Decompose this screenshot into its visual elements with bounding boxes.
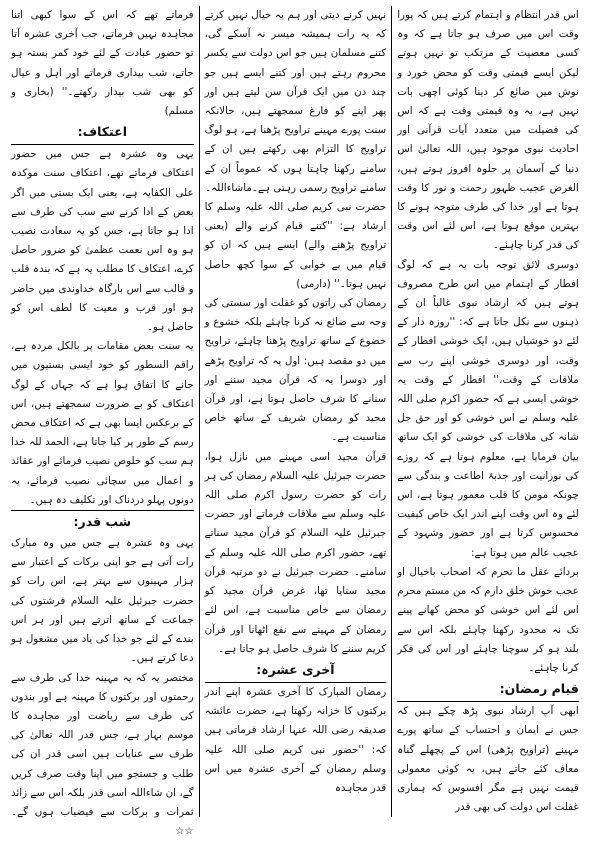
paragraph: ابھی آپ ارشاد نبوی پڑھ چکے ہیں کہ جس نے ایمان و احتساب کے ساتھ پورے مہینے (تراویح پڑھی) اس کے پچھلے گناہ معاف کئے جاتے ہیں، یہ کوئی معمولی قیمت نہیں ہے مگر افسوس کہ ہماری غفلت اس دولت کی بھی قدر [397,702,579,817]
section-heading-akhri-ashra: آخری عشرہ: [205,660,387,680]
paragraph: دوسری لائق توجہ بات یہ ہے کہ لوگ افطار کے اہتمام میں اس طرح مصروف ہوتے ہیں کہ ارشاد نبوی غالباً ان کے ذہنوں سے نکل جاتا ہے کہ: ''روزہ دار کے لئے دو خوشیاں ہیں، ایک خوشی افطار کے وقت، اور دوسری خوشی اپنے رب سے ملاقات کے وقت،'' افطار کے وقت یہ خوشی ایسی ہے کہ حضور اکرم صلی اللہ علیہ وسلم نے اس خوشی کو اور حق جل شانہ کی ملاقات کی خوشی کو ایک ساتھ بیان فرمایا ہے، معلوم ہوتا ہے کہ روزے کی نورانیت اور جذبۂ اطاعت و بندگی سے چونکہ مومن کا قلب معمور ہوتا ہے، اس لئے وہ اس وقت اپنے اندر ایک خاص کیفیت محسوس کرتا ہے اور حضور وشہود کے عجیب عالم میں ہوتا ہے: [397,256,579,563]
paragraph: رمضان کی راتوں کو غفلت اور سستی کی وجہ سے ضائع نہ کرنا چاہئے بلکہ خشوع و خضوع کے ساتھ تراویح پڑھنا چاہئے، تراویح میں دو مقصد ہیں: اول یہ کہ تراویح پڑھے اور دوسرا یہ کہ قرآن مجید سننے اور سنانے کا شرف حاصل ہوتا ہے، اور قرآن مجید کو رمضان شریف کے ساتھ خاص مناسبت ہے۔ [205,294,387,448]
paragraph: فرماتے تھے کہ اس کے سوا کبھی اتنا مجاہدہ نہیں فرماتے، جب آخری عشرہ آتا تو حضور عبادت کے لئے خود کمر بستہ ہو جاتے، شب بیداری فرماتے اور اہل و عیال کو بھی شب بیدار رکھتے۔'' (بخاری و مسلم) [11,6,194,121]
section-heading-shab-e-qadr: شب قدر: [11,512,194,532]
paragraph: یہ سنت بعض مقامات پر بالکل مردہ ہے، راقم السطور کو خود ایسی بستیوں میں جانے کا اتفاق ہوا ہے کہ جہاں کے لوگ اعتکاف کو بے ضرورت سمجھتے ہیں، اس کے برعکس ایسا بھی ہے کہ اعتکاف محض رسم کے طور پر کیا جاتا ہے، الحمد للہ خدا ہم سب کو خلوص نصیب فرمائے اور عقائد و اعمال میں سچائی نصیب فرمائے، یہ دونوں پہلو دردناک اور تکلیف دہ ہیں۔ [11,337,194,510]
paragraph: اس قدر انتظام و اہتمام کرتے ہیں کہ پورا وقت اس میں صرف ہو جاتا ہے کہ وہ کسی معصیت کے مرتکب تو نہیں ہوتے لیکن ایسے قیمتی وقت کو محض خورد و نوش میں ضائع کر دینا کوئی اچھی بات نہیں ہے، یہ وہ قیمتی وقت ہے کہ اس کی فضیلت میں متعدد آیات قرآنی اور احادیث نبوی موجود ہیں، اللہ تعالیٰ اس دنیا کے آسمان پر جلوہ افروز ہوتے ہیں، الغرض عجیب ظہور رحمت و نور کا وقت ہوتا ہے اور خدا کی طرف متوجہ ہونے کا بہترین موقع ہوتا ہے، اس لئے اس وقت کی قدر کرنا چاہئے۔ [397,6,579,256]
heading-overline [11,510,194,511]
paragraph: مختصر یہ کہ یہ مہینہ خدا کی طرف سے رحمتوں اور برکتوں کا مہینہ ہے اور بندوں کی طرف سے ریاضت اور مجاہدہ کا موسم بہار ہے، جس قدر اللہ تعالیٰ کی طرف سے عنایات ہیں اسی قدر ان کی طلب و جستجو میں اپنا وقت صرف کریں گے، ان شاءاللہ اسی قدر بلکہ اس سے زائد ثمرات و برکات سے فیضیاب ہوں گے۔ ☆☆ [11,669,194,841]
paragraph: نہیں کرنے دیتی اور ہم یہ خیال نہیں کرتے کہ یہ رات ہمیشہ میسر نہ آسکے گی، کتنے مسلمان ہیں جو اس دولت سے یکسر محروم رہتے ہیں اور کتنے ایسے ہیں جو چند دن میں ایک قرآن سن لیتے ہیں اور پھر اپنے کو فارغ سمجھتے ہیں، حالانکہ سنت پورے مہینے تراویح پڑھنا ہے، ہو لوگ تراویح کا التزام بھی رکھتے ہیں ان کے سامنے رکھنا چاہتا ہوں کہ عموماً ان کے سامنے تراویح رسمی رہتی ہے۔ماشاءاللہ۔ [205,6,387,198]
column-middle [199,6,392,817]
paragraph: حضرت نبی کریم صلی اللہ علیہ وسلم کا ارشاد ہے: ''کتنے قیام کرنے والے (یعنی تراویح پڑھنے والے) ایسے ہیں کہ ان کو قیام میں بے خوابی کے سوا کچھ حاصل نہیں ہوتا۔'' (دارمی) [205,198,387,294]
section-heading-qiyam-ramzan: قیام رمضان: [397,679,579,699]
column-left [6,6,199,817]
paragraph: قرآن مجید اسی مہینے میں نازل ہوا، حضرت جبرئیل علیہ السلام رمضان کی ہر رات کو حضرت رسول اکرم صلی اللہ علیہ وسلم سے ملاقات فرماتے اور حضرت جبرئیل علیہ السلام کو قرآن مجید سناتے تھے، حضور اکرم صلی اللہ علیہ وسلم کے سامنے۔ حضرت جبرئیل نے دو مرتبہ قرآن مجید سنایا تھا، غرض قرآن مجید کو رمضان سے خاص مناسبت ہے، اس لئے رمضان کے مہینے سے نفع اٹھانا اور قرآن کریم سننے کا شرف حاصل ہو جاتا ہے۔ [205,448,387,659]
paragraph: بردائے عقل ما تحرم کہ اصحاب باخیال او عجب خوش خلق دارم کہ من مستم محرم اس لئے اس خوشی کو محض کھانے پینے تک نہ محدود رکھنا چاہئے بلکہ اس سے بلند ہو کر سوچنا چاہئے اور اس کی فکر کرنا چاہئے۔ [397,563,579,678]
section-heading-itikaf: اعتکاف: [11,122,194,142]
paragraph: یہی وہ عشرہ ہے جس میں وہ مبارک رات آتی ہے جو اپنی برکات کے اعتبار سے ہزار مہینوں سے بہتر ہے، اس رات کو حضرت جبرئیل علیہ السلام فرشتوں کی جماعت کے ساتھ اترتے ہیں اور ہر اس بندے کے لئے جو خدا کی یاد میں مشغول ہو دعا کرتے ہیں۔ [11,534,194,668]
paragraph: رمضان المبارک کا آخری عشرہ اپنے اندر برکتوں کا خزانہ رکھتا ہے، حضرت عائشہ صدیقہ رضی اللہ عنہا ارشاد فرماتی ہیں کہ: ''حضور نبی کریم صلی اللہ علیہ وسلم رمضان کے آخری عشرہ میں اس قدر مجاہدہ [205,683,387,798]
column-right [391,6,584,817]
paragraph: یہی وہ عشرہ ہے جس میں حضور اعتکاف فرماتے تھے، اعتکاف سنت موکدہ علی الکفایہ ہے، یعنی ایک بستی میں اگر بعض کے ادا کرنے سے سب کی طرف سے ادا ہو جاتا ہے، جس کو یہ سعادت نصیب ہو وہ اس نعمت عظمیٰ کو ضرور حاصل کرے، اعتکاف کا مطلب یہ ہے کہ بندہ قلب و قالب سے اس بارگاہ خداوندی میں حاضر ہو اور قرب و معیت کا لطف اس کو حاصل ہو۔ [11,145,194,337]
